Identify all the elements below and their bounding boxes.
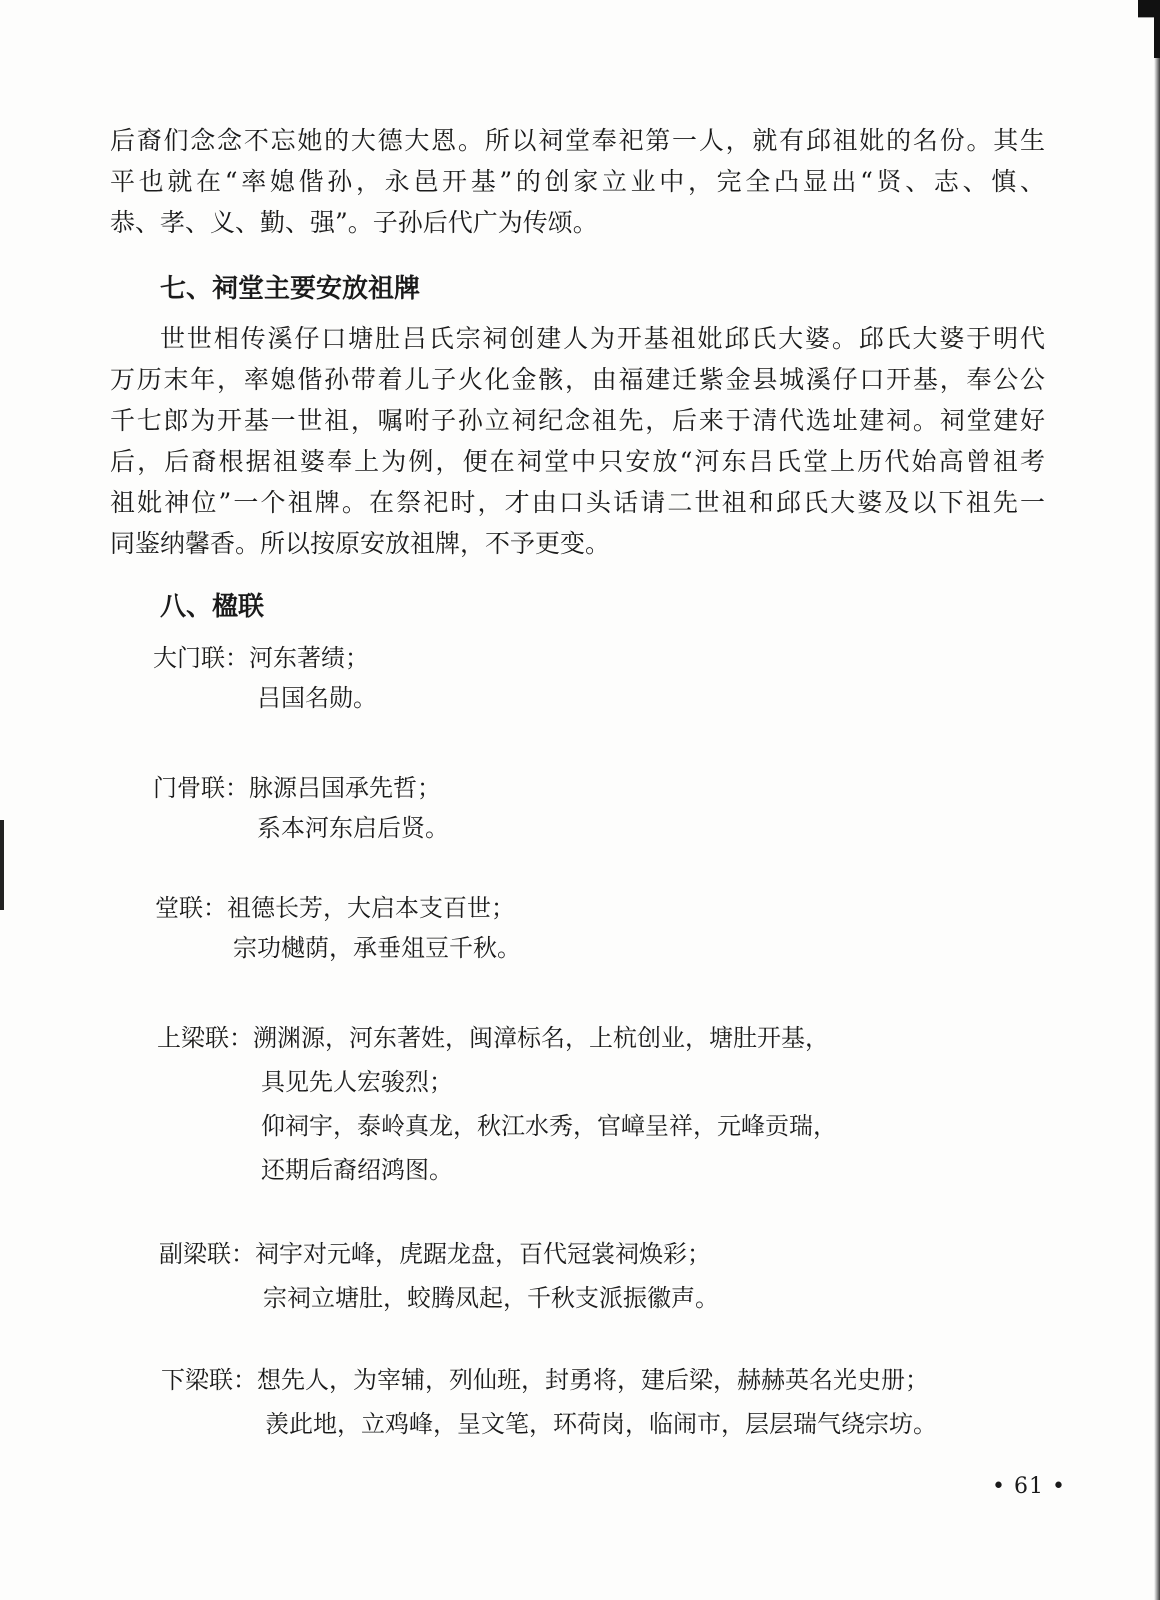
section-heading-7: 七、祠堂主要安放祖牌 [160,274,421,304]
text-line: 同鉴纳馨香。所以按原安放祖牌，不予更变。 [110,529,611,558]
couplet-line: 具见先人宏骏烈； [261,1068,453,1096]
couplet-label: 大门联： [153,644,249,672]
couplet-upper-beam [157,1016,837,1192]
page-number: • 61 • [992,1474,1066,1499]
text-line: 恭、孝、义、勤、强”。子孙后代广为传颂。 [110,208,598,237]
text-line: 世世相传溪仔口塘肚吕氏宗祠创建人为开基祖妣邱氏大婆。邱氏大婆于明代 [160,324,1045,353]
intro-paragraph [110,120,1045,243]
couplet-label: 堂联： [155,894,227,922]
couplet-line: 宗功樾荫，承垂俎豆千秋。 [233,934,521,962]
page-corner-mark [1120,0,1160,58]
couplet-line: 系本河东启后贤。 [257,814,449,842]
couplet-line: 溯渊源，河东著姓，闽漳标名，上杭创业，塘肚开基， [253,1024,829,1052]
text-line: 后，后裔根据祖婆奉上为例，便在祠堂中只安放“河东吕氏堂上历代始高曾祖考 [110,447,1045,476]
text-line: 万历末年，率媳偕孙带着儿子火化金骸，由福建迁紫金县城溪仔口开基，奉公公 [110,365,1045,394]
text-line: 千七郎为开基一世祖，嘱咐子孙立祠纪念祖先，后来于清代选址建祠。祠堂建好 [110,406,1045,435]
text-line: 后裔们念念不忘她的大德大恩。所以祠堂奉祀第一人，就有邱祖妣的名份。其生 [110,126,1045,155]
section-heading-8: 八、楹联 [160,592,265,622]
section-7-paragraph [110,318,1045,564]
couplet-lower-beam [161,1358,937,1446]
couplet-main-gate [153,638,377,718]
couplet-line: 宗祠立塘肚，蛟腾凤起，千秋支派振徽声。 [263,1284,719,1312]
couplet-label: 副梁联： [159,1240,255,1268]
page-edge-shadow [1154,0,1160,1600]
couplet-label: 上梁联： [157,1024,253,1052]
couplet-line: 想先人，为宰辅，列仙班，封勇将，建后梁，赫赫英名光史册； [257,1366,929,1394]
text-line: 平也就在“率媳偕孙，永邑开基”的创家立业中，完全凸显出“贤、志、慎、 [110,167,1045,196]
page-edge-mark [0,820,4,910]
couplet-hall [155,888,521,968]
couplet-line: 祠宇对元峰，虎踞龙盘，百代冠裳祠焕彩； [255,1240,711,1268]
couplet-label: 门骨联： [153,774,249,802]
couplet-line: 吕国名勋。 [257,684,377,712]
couplet-line: 祖德长芳，大启本支百世； [227,894,515,922]
couplet-line: 河东著绩； [249,644,369,672]
couplet-line: 仰祠宇，泰岭真龙，秋江水秀，官嶂呈祥，元峰贡瑞， [261,1112,837,1140]
couplet-door-frame [153,768,449,848]
couplet-line: 还期后裔绍鸿图。 [261,1156,453,1184]
couplet-line: 脉源吕国承先哲； [249,774,441,802]
couplet-label: 下梁联： [161,1366,257,1394]
couplet-line: 羡此地，立鸡峰，呈文笔，环荷岗，临闹市，层层瑞气绕宗坊。 [265,1410,937,1438]
couplet-secondary-beam [159,1232,719,1320]
text-line: 祖妣神位”一个祖牌。在祭祀时，才由口头话请二世祖和邱氏大婆及以下祖先一 [110,488,1045,517]
